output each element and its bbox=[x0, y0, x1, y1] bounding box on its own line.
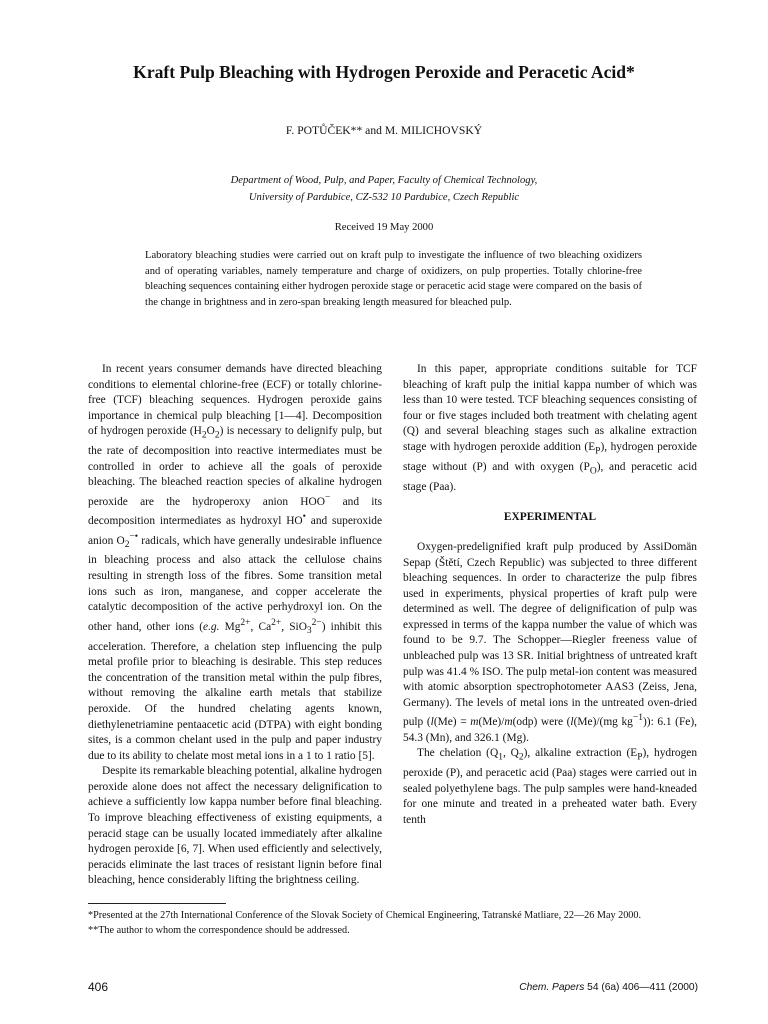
footnote-1: *Presented at the 27th International Conference of the Slovak Society of Chemical Engineering, Tatranské Matliare, 22—26 May 2000. bbox=[88, 910, 642, 921]
page-number: 406 bbox=[88, 980, 109, 994]
paper-title: Kraft Pulp Bleaching with Hydrogen Peroxide and Peracetic Acid* bbox=[133, 62, 635, 82]
affiliation bbox=[0, 172, 768, 206]
footnotes bbox=[88, 909, 698, 938]
abstract: Laboratory bleaching studies were carried out on kraft pulp to investigate the influence of two bleaching oxidizers and of operating variables, namely temperature and charge of oxidizers, on pulp properties. Totally chlorine-free bleaching sequences containing either hydrogen peroxide stage or peracetic acid stage were compared on the basis of the change in brightness and in zero-span breaking length measured for bleached pulp. bbox=[145, 250, 642, 308]
received-date: Received 19 May 2000 bbox=[334, 222, 434, 233]
left-column bbox=[88, 362, 382, 889]
body-paragraph-1: In recent years consumer demands have directed bleaching conditions to elemental chlorine-free (ECF) or totally chlorine-free (TCF) bleaching sequences. Hydrogen peroxide gains importance in chemical pulp bleaching [1—4]. Decomposition of hydrogen peroxide $(H_2O_2)$ is necessary to delignify pulp, but the rate of decomposition into reactive intermediates must be controlled in order to achieve all the goals of peroxide bleaching. The bleached reaction species of alkaline hydrogen peroxide are the hydroperoxy anion HOO− and its decomposition intermediates as hydroxyl HO• and superoxide anion $O_2^{-•}$ radicals, which have generally undesirable influence in bleaching process and also attack the cellulose chains resulting in strength loss of the fibres. Some transition metal ions such as iron, manganese, and copper accelerate the catalytic decomposition of the active perhydroxyl ion. On the other hand, other ions (e.g. $Mg^{2+}$, $Ca^{2+}$, SiO$_3^{2-}$) inhibit this acceleration. Therefore, a chelation step influencing the pulp metal profile prior to bleaching is desirable. This step reduces the concentration of the transition metal within the pulp fibres, without removing the alkaline earth metals that stabilize peroxide. Of the hundred chelating agents known, diethylenetriamine pentaacetic acid (DTPA) with eight bonding sites, is a common chelant used in the pulp and paper industry due to its ability to chelate most metal ions in a 1 to 1 ratio [5]. bbox=[88, 363, 383, 762]
body-paragraph-2: Despite its remarkable bleaching potential, alkaline hydrogen peroxide alone does not affect the necessary delignification to achieve a sufficiently low kappa number before final bleaching. To improve bleaching effectiveness of existing equipments, a peracid stage can be usually located immediately after alkaline hydrogen peroxide [6, 7]. When used efficiently and selectively, peracids eliminate the last traces of resistant lignin before final bleaching, hence considerably lifting the brightness ceiling. bbox=[88, 765, 382, 887]
body-paragraph-4: Oxygen-predelignified kraft pulp produced by AssiDomän Sepap (Štětí, Czech Republic) was subjected to three different bleaching sequences. In order to characterize the pulp fibres used in experiments, physical properties of kraft pulp were determined as well. The degree of delignification of pulp was expressed in terms of the kappa number the value of which was found to be 9.7. The Schopper—Riegler freeness value of unbleached pulp was 13 SR. Initial brightness of untreated kraft pulp was 41.4 % ISO. The pulp metal-ion content was measured with atomic absorption spectrophotometer AAS3 (Zeiss, Jena, Germany). The levels of metal ions in the untreated oven-dried pulp (l(Me) = m(Me)/m(odp) were (l(Me)/(mg $kg^{-1}$)): 6.1 (Fe), 54.3 (Mn), and 326.1 (Mg). bbox=[403, 540, 697, 744]
footnote-divider bbox=[88, 903, 226, 904]
body-paragraph-5: The chelation ($Q_1$, $Q_2$), alkaline extraction $(E_P)$, hydrogen peroxide (P), and peracetic acid (Paa) stages were carried out in sealed polyethylene bags. The pulp samples were hand-kneaded for one minute and treated in a preheated water bath. Every tenth bbox=[403, 747, 698, 827]
author-list: F. POTŮČEK** and M. MILICHOVSKÝ bbox=[285, 124, 483, 137]
affiliation-line-1: Department of Wood, Pulp, and Paper, Faculty of Chemical Technology, bbox=[230, 175, 538, 186]
section-heading-experimental: EXPERIMENTAL bbox=[503, 511, 597, 524]
footnote-2: **The author to whom the correspondence should be addressed. bbox=[88, 924, 350, 936]
affiliation-line-2: University of Pardubice, CZ-532 10 Pardubice, Czech Republic bbox=[248, 192, 520, 203]
journal-name: Chem. Papers bbox=[519, 982, 585, 993]
journal-reference bbox=[519, 982, 698, 993]
body-paragraph-3: In this paper, appropriate conditions suitable for TCF bleaching of kraft pulp the initial kappa number of which was less than 10 were tested. TCF bleaching sequences consisting of four or five stages included both treatment with chelating agent (Q) and several bleaching stages such as alkaline extraction stage with hydrogen peroxide addition $(E_P)$, hydrogen peroxide stage without (P) and with oxygen $(P_O)$, and peracetic acid stage (Paa). bbox=[403, 363, 698, 493]
right-column bbox=[403, 362, 697, 829]
journal-volume: 54 (6a) 406—411 (2000) bbox=[584, 982, 698, 993]
